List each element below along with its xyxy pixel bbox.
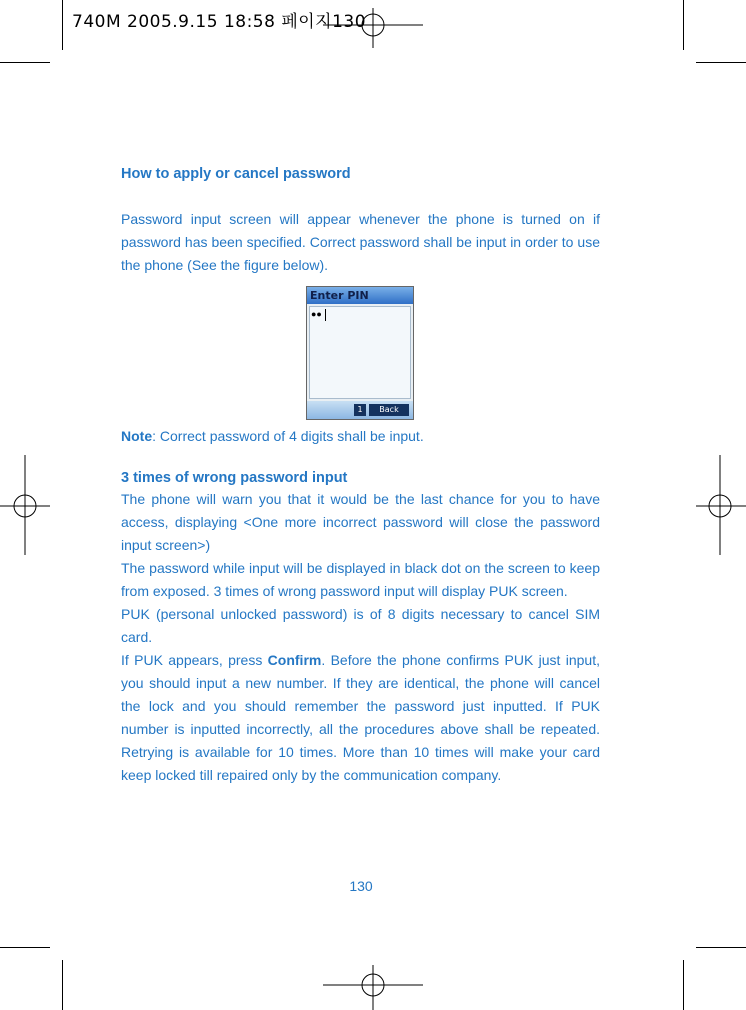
puk-definition-paragraph: PUK (personal unlocked password) is of 8 digits necessary to cancel SIM card. xyxy=(121,606,600,645)
key-badge: 1 xyxy=(354,404,366,416)
puk-procedure-paragraph xyxy=(121,649,600,787)
registration-mark-top xyxy=(323,8,423,48)
pin-entry-area xyxy=(309,306,411,399)
black-dot-paragraph: The password while input will be displayed in black dot on the screen to keep from exposed. 3 times of wrong password input will display PUK screen. xyxy=(121,560,600,599)
registration-mark-left xyxy=(0,455,50,555)
wrong-password-body xyxy=(121,488,600,787)
note-label: Note xyxy=(121,428,153,444)
warning-paragraph: The phone will warn you that it would be the last chance for you to have access, displaying <One more incorrect password will close the password input screen>) xyxy=(121,491,600,553)
softkey-bar xyxy=(307,401,413,419)
section-heading-wrong-password: 3 times of wrong password input xyxy=(121,470,348,486)
puk-prefix: If PUK appears, press xyxy=(121,652,268,668)
registration-mark-right xyxy=(696,455,746,555)
password-intro-paragraph: Password input screen will appear whenever the phone is turned on if password has been specified. Correct password shall be input in order to use the phone (See the figure below). xyxy=(121,211,600,273)
registration-mark-bottom xyxy=(323,965,423,1010)
page-number: 130 xyxy=(349,878,373,894)
phone-title-bar: Enter PIN xyxy=(307,287,413,304)
back-softkey: Back xyxy=(369,404,409,416)
phone-screen-figure xyxy=(306,286,414,420)
note-text: : Correct password of 4 digits shall be input. xyxy=(152,428,424,444)
puk-suffix: . Before the phone confirms PUK just input, you should input a new number. If they are identical, the phone will cancel the lock and you should remember the password just inputted. If PUK number is inputted incorrectly, all the procedures above shall be repeated. Retrying is available for 10 times. More than 10 times will make your card keep locked till repaired only by the communication company. xyxy=(121,652,601,783)
text-cursor xyxy=(325,309,326,321)
confirm-keyword: Confirm xyxy=(267,652,322,668)
pin-dots: ●● xyxy=(311,309,322,319)
print-header: 740M 2005.9.15 18:58 페이지130 xyxy=(72,12,367,32)
section-heading-password: How to apply or cancel password xyxy=(121,166,351,182)
note xyxy=(121,427,600,445)
